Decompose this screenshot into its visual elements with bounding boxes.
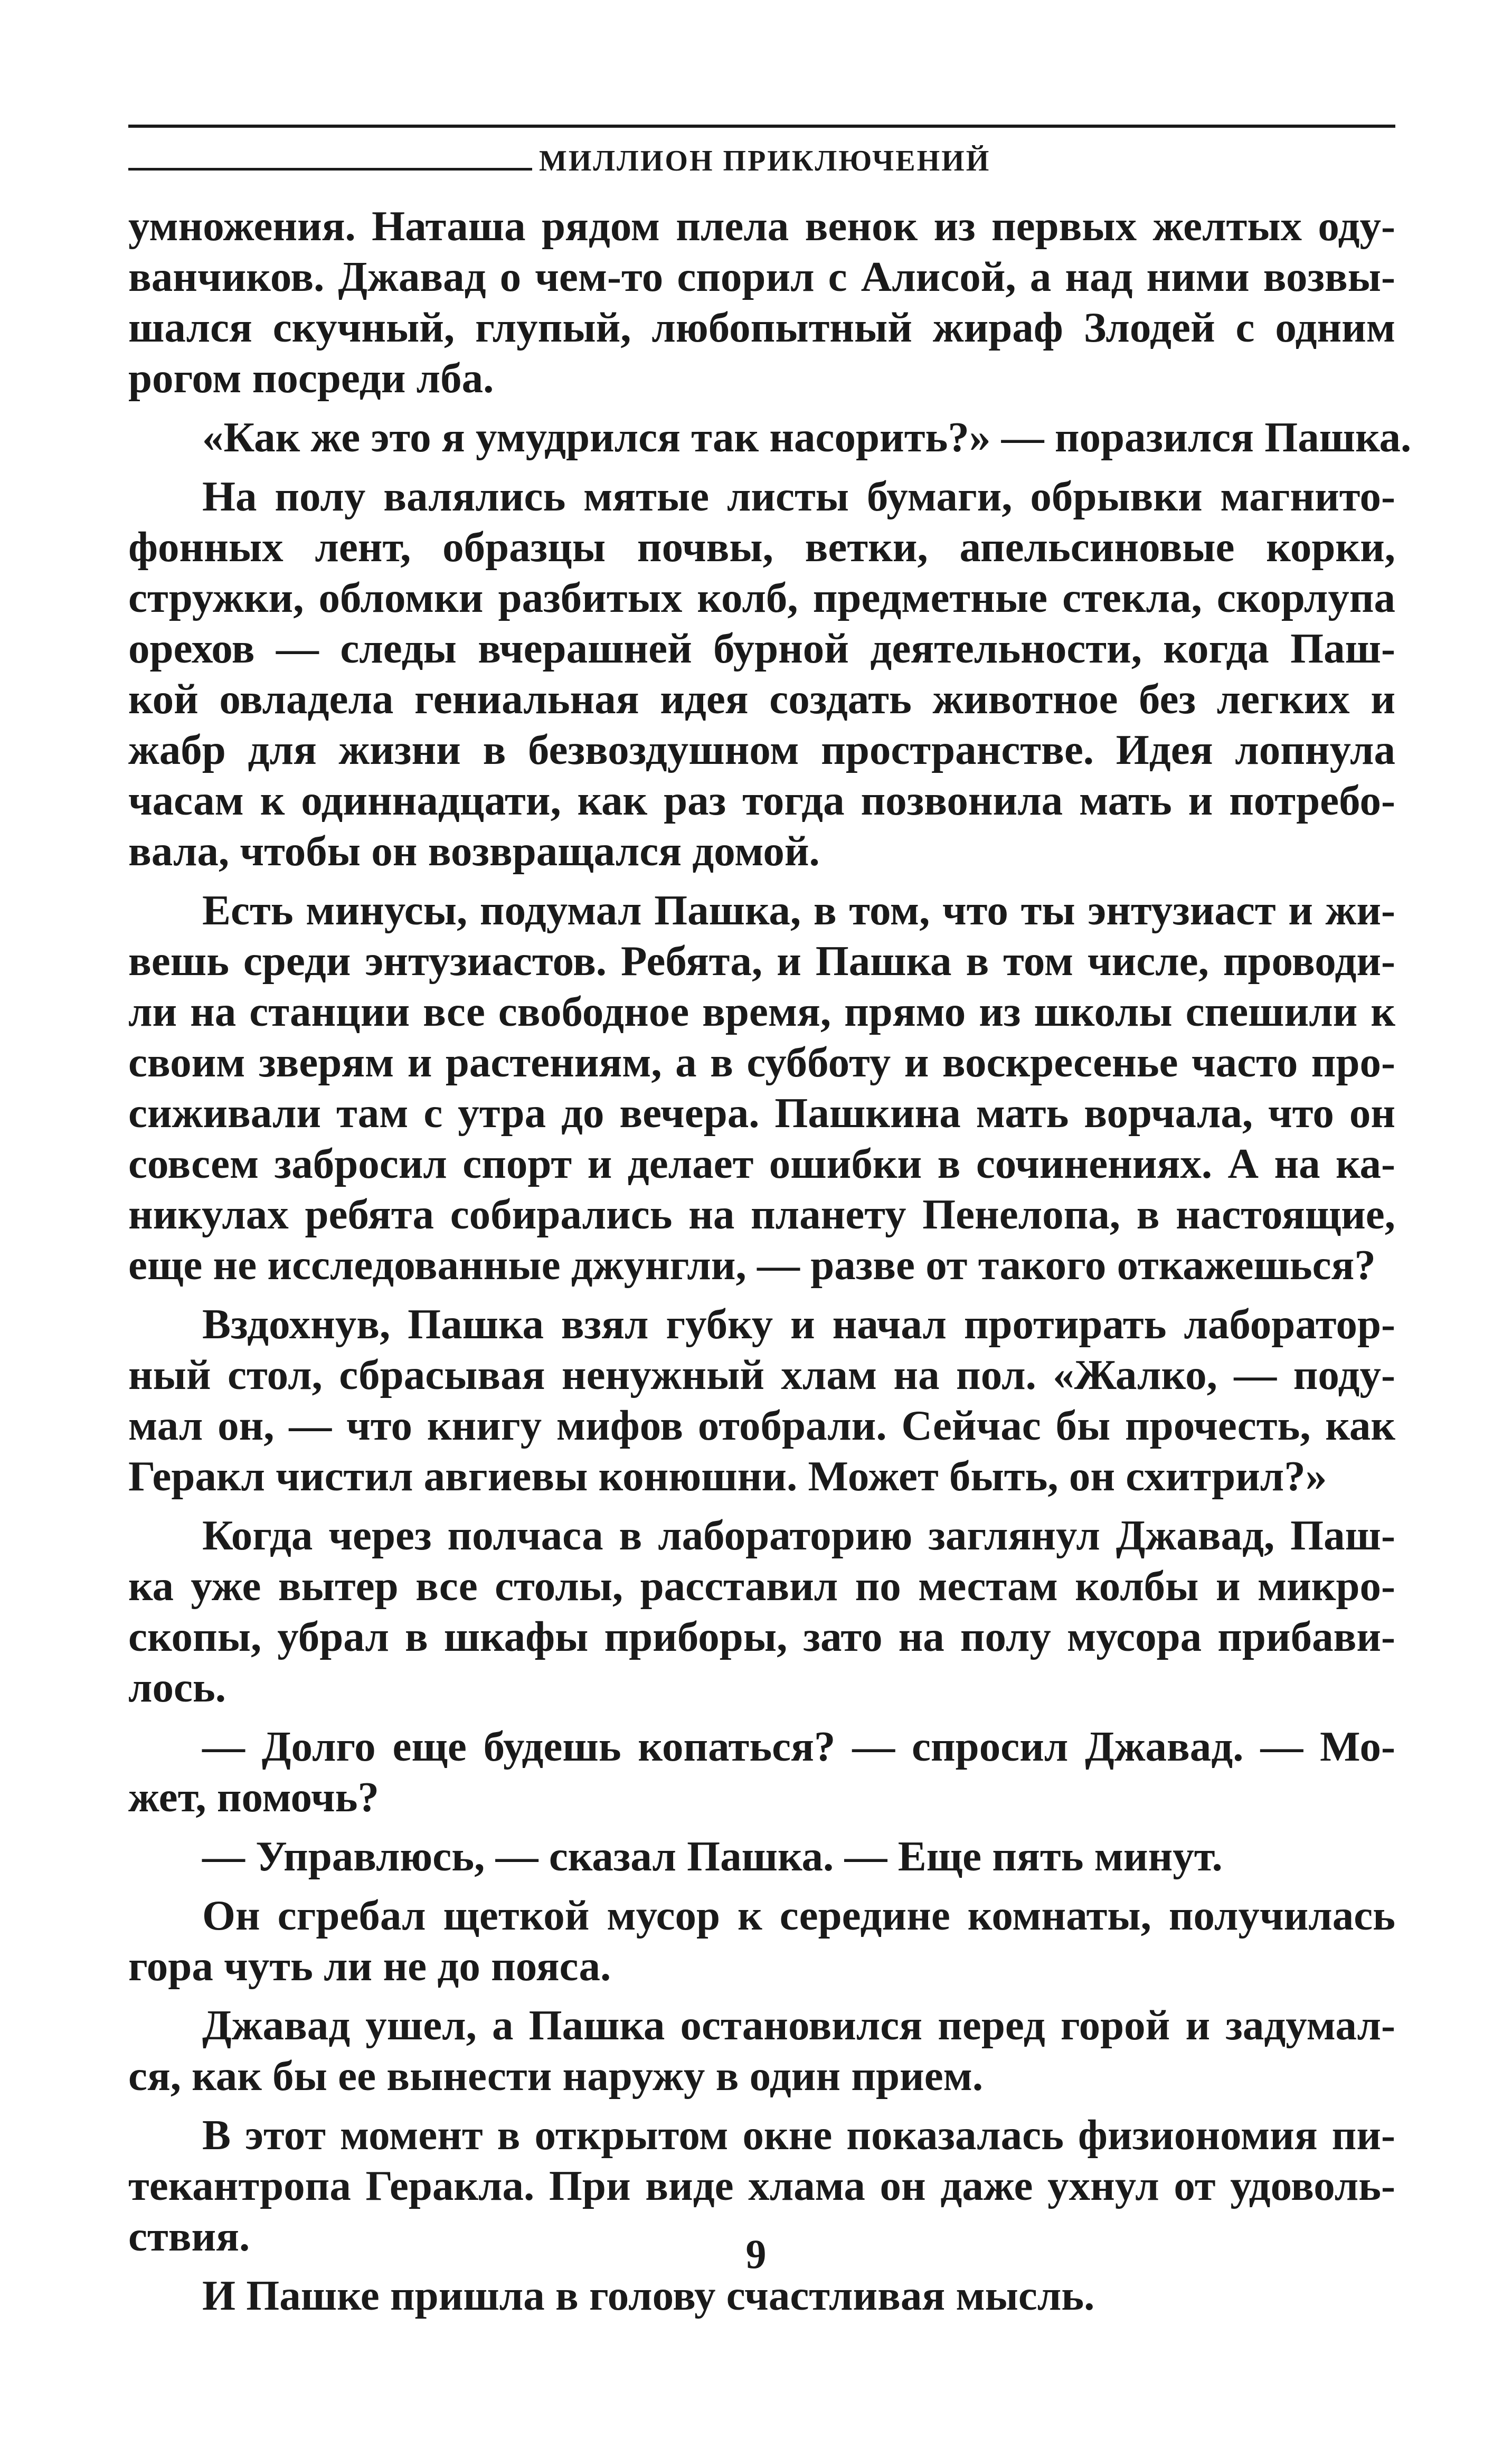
running-head bbox=[128, 143, 1395, 179]
text-line: «Как же это я умудрился так насорить?» — поразился Пашка. bbox=[202, 413, 1412, 461]
text-line: жабр для жизни в безвоздушном пространстве. Идея лопнула bbox=[128, 726, 1395, 773]
paragraph bbox=[128, 1890, 1395, 1991]
paragraph bbox=[128, 885, 1395, 1290]
text-line: жет, помочь? bbox=[128, 1773, 379, 1821]
text-line: кой овладела гениальная идея создать животное без легких и bbox=[128, 675, 1395, 723]
paragraph bbox=[128, 2000, 1395, 2101]
text-line: стружки, обломки разбитых колб, предметные стекла, скорлупа bbox=[128, 574, 1395, 621]
paragraph bbox=[128, 1510, 1395, 1713]
text-line: рогом посреди лба. bbox=[128, 354, 494, 402]
paragraph bbox=[128, 201, 1395, 403]
text-line: шался скучный, глупый, любопытный жираф Злодей с одним bbox=[128, 304, 1395, 351]
text-line: лось. bbox=[128, 1663, 226, 1711]
paragraph bbox=[128, 1721, 1395, 1822]
text-line: ся, как бы ее вынести наружу в один прием. bbox=[128, 2052, 984, 2100]
text-line: На полу валялись мятые листы бумаги, обрывки магнито- bbox=[202, 472, 1395, 520]
text-line: Геракл чистил авгиевы конюшни. Может быть, он схитрил?» bbox=[128, 1452, 1327, 1500]
running-head-title: МИЛЛИОН ПРИКЛЮЧЕНИЙ bbox=[539, 145, 991, 177]
text-line: еще не исследованные джунгли, — разве от такого откажешься? bbox=[128, 1241, 1376, 1289]
text-line: В этот момент в открытом окне показалась физиономия пи- bbox=[202, 2111, 1395, 2159]
text-line: фонных лент, образцы почвы, ветки, апельсиновые корки, bbox=[128, 523, 1395, 571]
text-line: — Управлюсь, — сказал Пашка. — Еще пять минут. bbox=[202, 1832, 1223, 1880]
text-line: вала, чтобы он возвращался домой. bbox=[128, 827, 820, 875]
text-line: своим зверям и растениям, а в субботу и воскресенье часто про- bbox=[128, 1038, 1395, 1086]
paragraph bbox=[128, 471, 1395, 876]
text-line: часам к одиннадцати, как раз тогда позвонила мать и потребо- bbox=[128, 777, 1395, 824]
text-line: никулах ребята собирались на планету Пенелопа, в настоящие, bbox=[128, 1190, 1395, 1238]
text-line: Джавад ушел, а Пашка остановился перед горой и задумал- bbox=[202, 2001, 1395, 2049]
text-line: Он сгребал щеткой мусор к середине комнаты, получилась bbox=[202, 1892, 1395, 1939]
text-line: гора чуть ли не до пояса. bbox=[128, 1942, 611, 1990]
text-line: умножения. Наташа рядом плела венок из первых желтых оду- bbox=[128, 202, 1395, 250]
page-number: 9 bbox=[745, 2231, 767, 2277]
text-line: Вздохнув, Пашка взял губку и начал протирать лаборатор- bbox=[202, 1300, 1395, 1348]
text-line: мал он, — что книгу мифов отобрали. Сейчас бы прочесть, как bbox=[128, 1402, 1395, 1449]
header-rule bbox=[128, 125, 1395, 128]
text-line: И Пашке пришла в голову счастливая мысль. bbox=[202, 2272, 1095, 2319]
text-line: ка уже вытер все столы, расставил по местам колбы и микро- bbox=[128, 1562, 1395, 1610]
text-line: ванчиков. Джавад о чем-то спорил с Алисой, а над ними возвы- bbox=[128, 253, 1395, 300]
text-line: орехов — следы вчерашней бурной деятельности, когда Паш- bbox=[128, 625, 1395, 672]
text-line: ный стол, сбрасывая ненужный хлам на пол. «Жалко, — поду- bbox=[128, 1351, 1395, 1398]
text-line: — Долго еще будешь копаться? — спросил Джавад. — Мо- bbox=[202, 1723, 1395, 1770]
text-line: текантропа Геракла. При виде хлама он даже ухнул от удоволь- bbox=[128, 2162, 1395, 2209]
paragraph bbox=[128, 1299, 1395, 1501]
text-line: Когда через полчаса в лабораторию заглянул Джавад, Паш- bbox=[202, 1511, 1395, 1559]
text-line: ли на станции все свободное время, прямо из школы спешили к bbox=[128, 988, 1395, 1035]
text-line: совсем забросил спорт и делает ошибки в сочинениях. А на ка- bbox=[128, 1140, 1395, 1187]
text-line: Есть минусы, подумал Пашка, в том, что ты энтузиаст и жи- bbox=[202, 886, 1395, 934]
text-line: сиживали там с утра до вечера. Пашкина мать ворчала, что он bbox=[128, 1089, 1395, 1137]
paragraph bbox=[128, 412, 1412, 462]
paragraph bbox=[128, 1831, 1395, 1882]
text-line: вешь среди энтузиастов. Ребята, и Пашка в том числе, проводи- bbox=[128, 937, 1395, 985]
body-text bbox=[128, 201, 1412, 2329]
running-head-rule bbox=[128, 168, 532, 171]
text-line: ствия. bbox=[128, 2213, 250, 2260]
text-line: скопы, убрал в шкафы приборы, зато на полу мусора прибави- bbox=[128, 1613, 1395, 1660]
